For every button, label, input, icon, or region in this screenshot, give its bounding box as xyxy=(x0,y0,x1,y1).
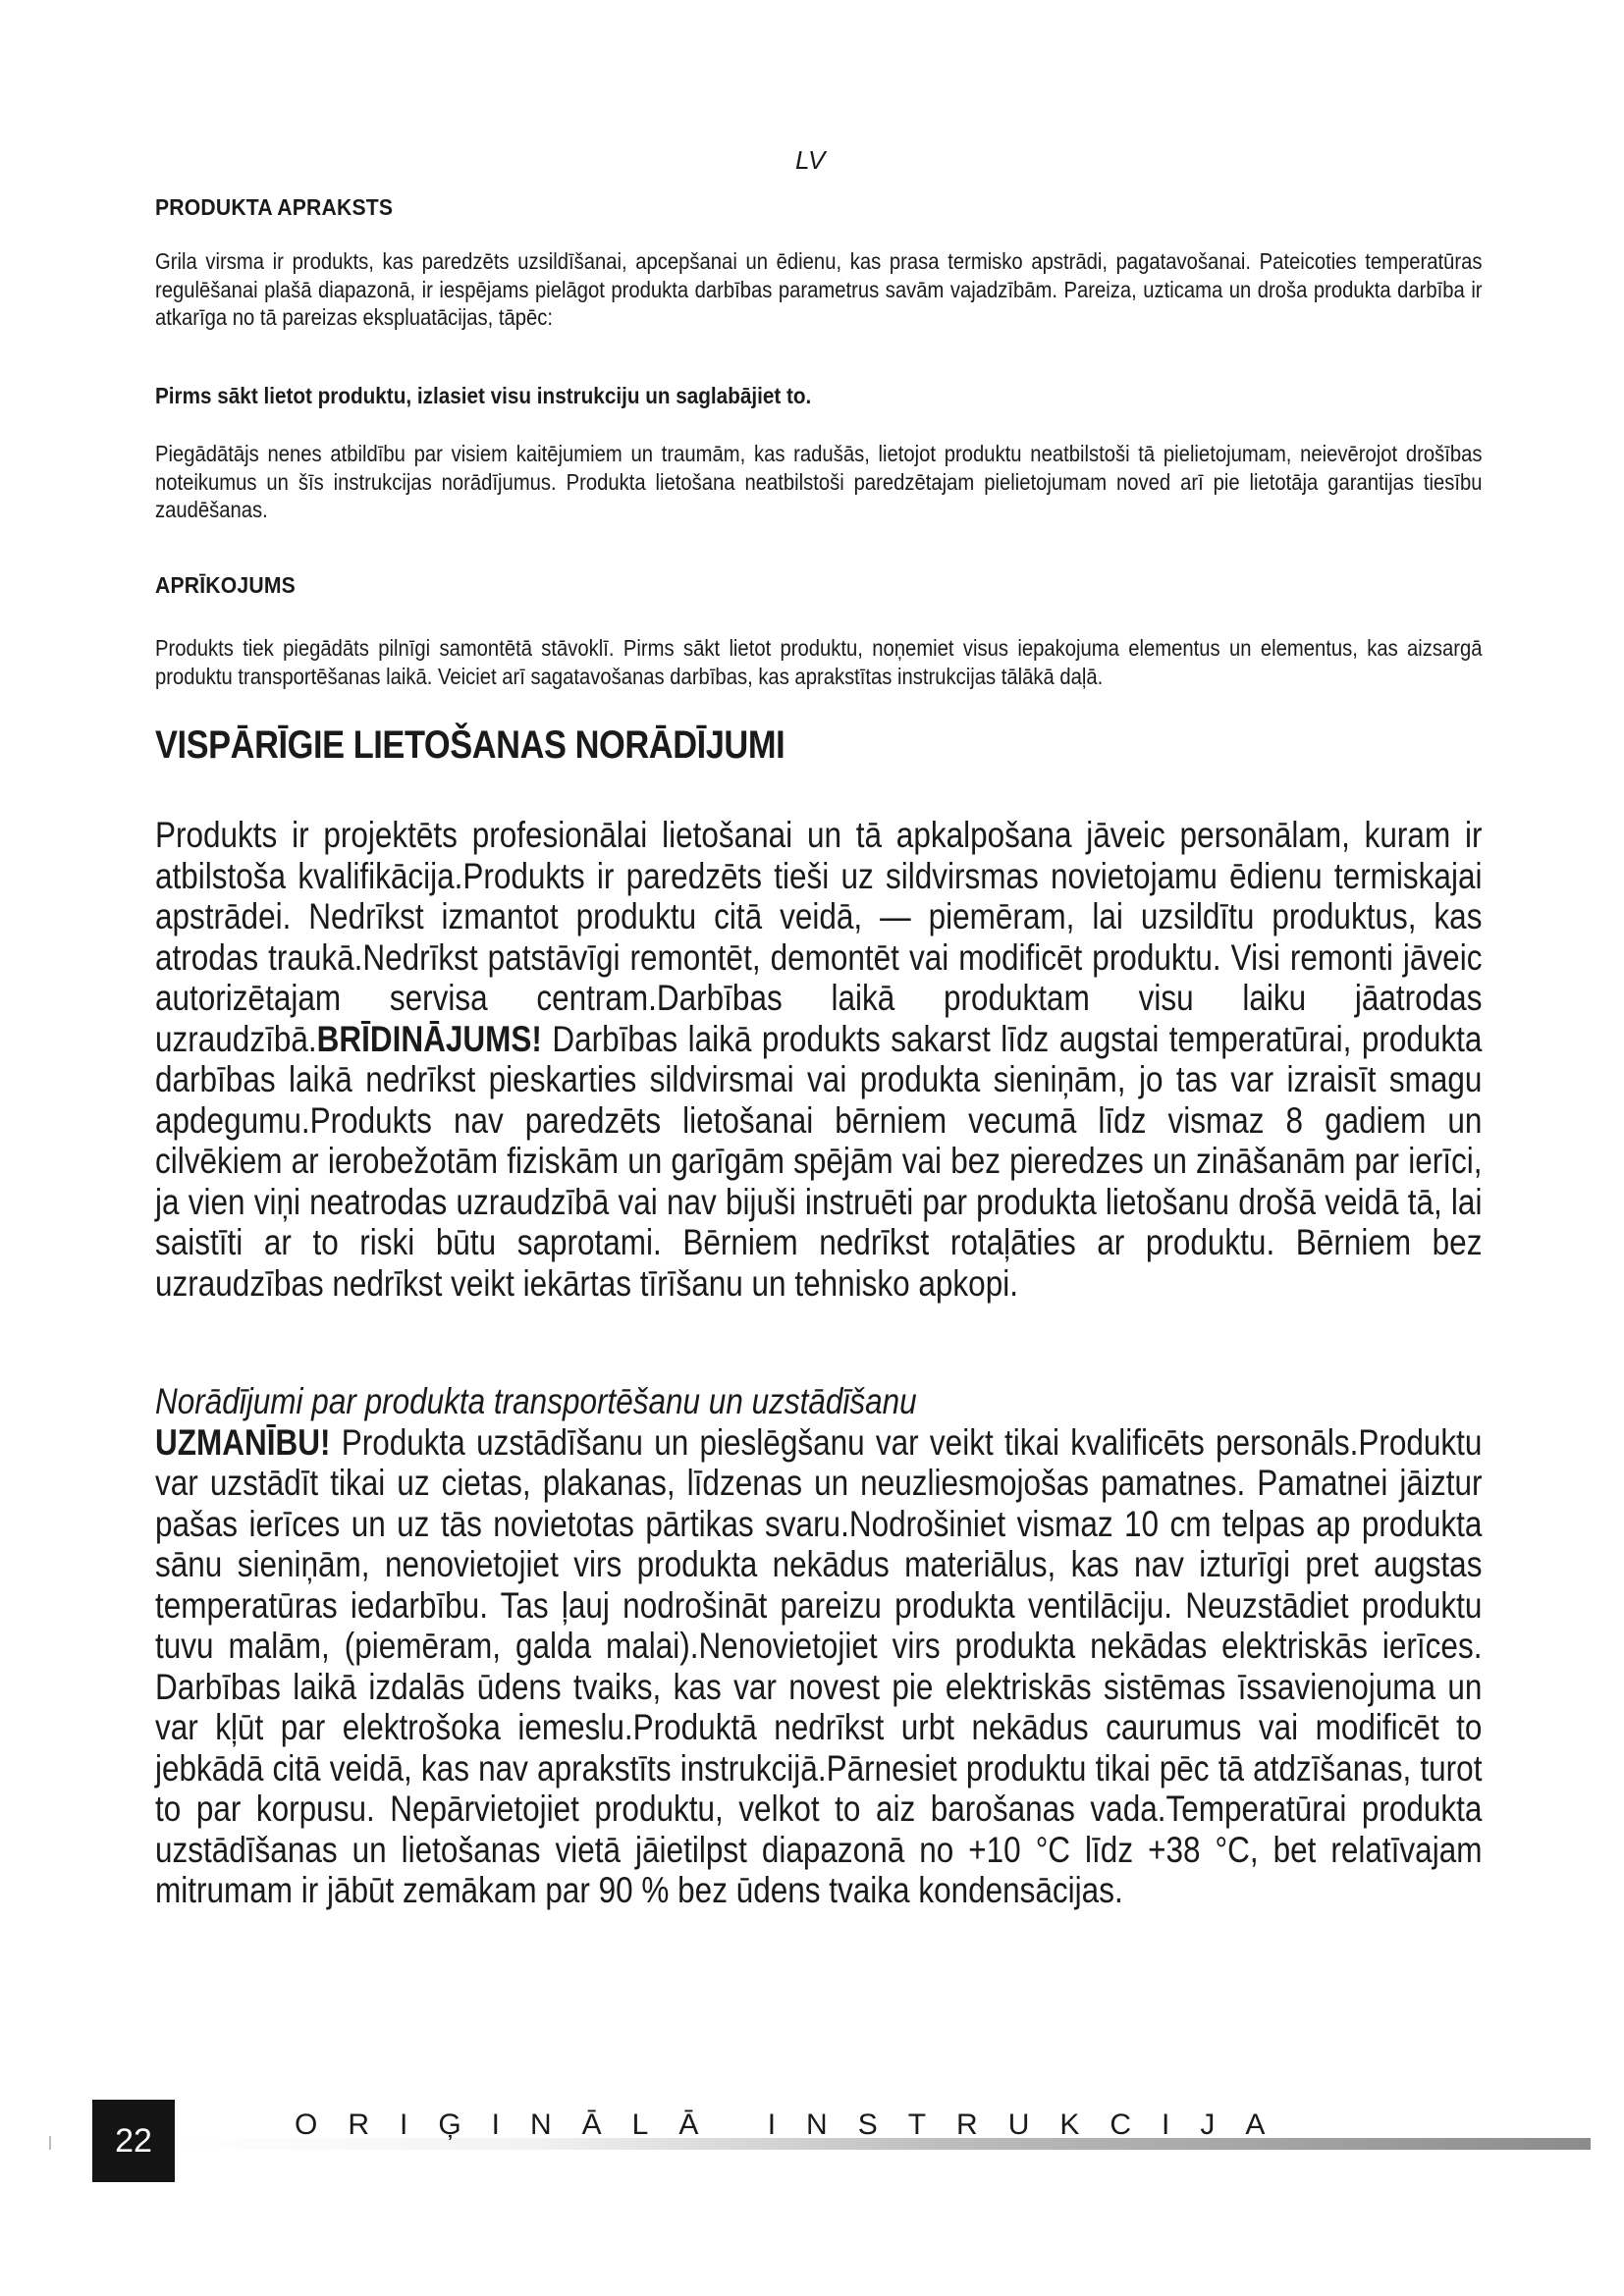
page-number: 22 xyxy=(92,2100,175,2182)
general-paragraph xyxy=(155,815,1482,1304)
description-paragraph-1-wrap xyxy=(155,247,1483,332)
section-general xyxy=(155,723,1483,768)
attention-label: UZMANĪBU! xyxy=(155,1420,331,1463)
language-code: LV xyxy=(795,145,826,175)
transport-paragraph xyxy=(155,1422,1482,1911)
description-paragraph-1: Grila virsma ir produkts, kas paredzēts uzsildīšanai, apcepšanai un ēdienu, kas prasa termisko apstrādi, pagatavošanai. Pateicoties temperatūras regulēšanai plašā diapazonā, ir iespējams pielāgot produkta darbības parametrus savām vajadzībām. Pareiza, uzticama un droša produkta darbība ir atkarīga no tā pareizas ekspluatācijas, tāpēc: xyxy=(155,248,1483,330)
description-heading: PRODUKTA APRAKSTS xyxy=(155,194,394,220)
transport-text: Produkta uzstādīšanu un pieslēgšanu var veikt tikai kvalificēts personāls.Produktu var uzstādīt tikai uz cietas, plakanas, līdzenas un neuzliesmojošas pamatnes. Pamatnei jāiztur pašas ierīces un uz tās novietotas pārtikas svaru.Nodrošiniet vismaz 10 cm telpas ap produkta sānu sieniņām, nenovietojiet virs produkta nekādus materiālus, kas nav izturīgi pret augstas temperatūras iedarbību. Tas ļauj nodrošināt pareizu produkta ventilāciju. Neuzstādiet produktu tuvu malām, (piemēram, galda malai).Nenovietojiet virs produkta nekādas elektriskās ierīces. Darbības laikā izdalās ūdens tvaiks, kas var novest pie elektriskās sistēmas īssavienojuma un var kļūt par elektrošoka iemeslu.Produktā nedrīkst urbt nekādus caurumus vai modificēt to jebkādā citā veidā, kas nav aprakstīts instrukcijā.Pārnesiet produktu tikai pēc tā atdzīšanas, turot to par korpusu. Nepārvietojiet produktu, velkot to aiz barošanas vada.Temperatūrai produkta uzstādīšanas un lietošanas vietā jāietilpst diapazonā no +10 °C līdz +38 °C, bet relatīvajam mitrumam ir jābūt zemākam par 90 % bez ūdens tvaika kondensācijas. xyxy=(155,1420,1483,1910)
footer-label: ORIĢINĀLĀ INSTRUKCIJA xyxy=(295,2109,1296,2141)
description-paragraph-2: Piegādātājs nenes atbildību par visiem kaitējumiem un traumām, kas radušās, lietojot produktu neatbilstoši tā pielietojumam, neievērojot drošības noteikumus un šīs instrukcijas norādījumus. Produkta lietošana neatbilstoši paredzētajam pielietojumam noved arī pie lietotāja garantijas tiesību zaudēšanas. xyxy=(155,441,1483,522)
general-heading: VISPĀRĪGIE LIETOŠANAS NORĀDĪJUMI xyxy=(155,723,785,767)
section-equipment xyxy=(155,572,1483,599)
general-text-before: Produkts ir projektēts profesionālai lietošanai un tā apkalpošana jāveic personālam, kuram ir atbilstoša kvalifikācija.Produkts ir paredzēts tieši uz sildvirsmas novietojamu ēdienu termiskajai apstrādei. Nedrīkst izmantot produktu citā veidā, — piemēram, lai uzsildītu produktus, kas atrodas traukā.Nedrīkst patstāvīgi remontēt, demontēt vai modificēt produktu. Visi remonti jāveic autorizētajam servisa centram.Darbības laikā produktam visu laiku jāatrodas uzraudzībā. xyxy=(155,814,1483,1059)
footer-tick xyxy=(49,2136,51,2150)
description-bold-note-wrap xyxy=(155,382,1483,409)
equipment-heading: APRĪKOJUMS xyxy=(155,572,296,598)
equipment-paragraph-wrap xyxy=(155,634,1483,690)
warning-label: BRĪDINĀJUMS! xyxy=(316,1017,542,1059)
section-description xyxy=(155,194,1483,221)
description-bold-note: Pirms sākt lietot produktu, izlasiet visu instrukciju un saglabājiet to. xyxy=(155,383,812,408)
general-paragraph-wrap xyxy=(155,815,1483,1304)
description-paragraph-2-wrap xyxy=(155,440,1483,524)
section-transport xyxy=(155,1381,1483,1911)
equipment-paragraph: Produkts tiek piegādāts pilnīgi samontētā stāvoklī. Pirms sākt lietot produktu, noņemiet visus iepakojuma elementus un elementus, kas aizsargā produktu transportēšanas laikā. Veiciet arī sagatavošanas darbības, kas aprakstītas instrukcijas tālākā daļā. xyxy=(155,635,1483,689)
transport-subheading: Norādījumi par produkta transportēšanu un uzstādīšanu xyxy=(155,1380,917,1421)
general-text-after: Darbības laikā produkts sakarst līdz augstai temperatūrai, produkta darbības laikā nedrīkst pieskarties sildvirsmai vai produkta sieniņām, jo tas var izraisīt smagu apdegumu.Produkts nav paredzēts lietošanai bērniem vecumā līdz vismaz 8 gadiem un cilvēkiem ar ierobežotām fiziskām un garīgām spējām vai bez pieredzes un zināšanām par ierīci, ja vien viņi neatrodas uzraudzībā vai nav bijuši instruēti par produkta lietošanu drošā veidā tā, lai saistīti ar to riski būtu saprotami. Bērniem nedrīkst rotaļāties ar produktu. Bērniem bez uzraudzības nedrīkst veikt iekārtas tīrīšanu un tehnisko apkopi. xyxy=(155,1017,1483,1304)
